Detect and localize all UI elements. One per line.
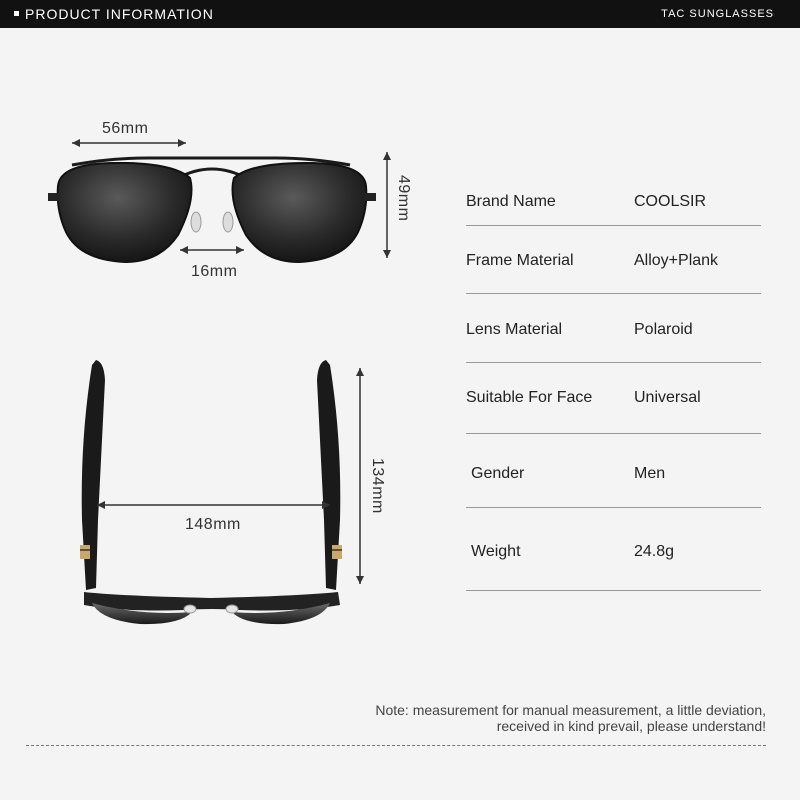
measurement-note bbox=[375, 702, 766, 734]
dashed-divider bbox=[26, 745, 766, 746]
note-line-1: Note: measurement for manual measurement, a little deviation, bbox=[375, 702, 766, 718]
spec-value: Universal bbox=[634, 389, 701, 406]
spec-row-lens-material bbox=[466, 321, 760, 341]
spec-row-face bbox=[466, 389, 760, 409]
spec-label: Lens Material bbox=[466, 321, 563, 338]
bridge-label: 16mm bbox=[191, 263, 238, 280]
spec-label: Suitable For Face bbox=[466, 389, 593, 406]
spec-row-gender bbox=[466, 465, 760, 485]
divider bbox=[466, 225, 761, 226]
frame-width-label: 148mm bbox=[185, 516, 241, 533]
divider bbox=[466, 590, 761, 591]
spec-row-brand bbox=[466, 193, 760, 213]
spec-row-frame-material bbox=[466, 252, 760, 272]
temple-length-arrow bbox=[356, 368, 364, 584]
temple-length-label: 134mm bbox=[369, 458, 386, 514]
spec-label: Brand Name bbox=[466, 193, 556, 210]
top-view-glasses bbox=[80, 360, 342, 624]
bridge-arrow bbox=[180, 246, 244, 254]
spec-row-weight bbox=[466, 543, 760, 563]
spec-value: 24.8g bbox=[634, 543, 675, 560]
lens-height-label: 49mm bbox=[395, 175, 412, 222]
lens-width-arrow bbox=[72, 139, 186, 147]
spec-label: Frame Material bbox=[466, 252, 574, 269]
lens-width-label: 56mm bbox=[102, 120, 149, 137]
lens-height-arrow bbox=[383, 152, 391, 258]
spec-value: Polaroid bbox=[634, 321, 693, 338]
divider bbox=[466, 507, 761, 508]
note-line-2: received in kind prevail, please understand! bbox=[496, 718, 766, 734]
divider bbox=[466, 362, 761, 363]
front-glasses bbox=[48, 158, 376, 262]
divider bbox=[466, 433, 761, 434]
spec-label: Gender bbox=[471, 465, 525, 482]
product-info-title: PRODUCT INFORMATION bbox=[25, 6, 214, 22]
spec-value: Men bbox=[634, 465, 666, 482]
spec-value: COOLSIR bbox=[634, 193, 707, 210]
frame-width-arrow bbox=[97, 501, 330, 509]
brand-tag: TAC SUNGLASSES bbox=[661, 8, 774, 20]
spec-label: Weight bbox=[471, 543, 521, 560]
spec-value: Alloy+Plank bbox=[634, 252, 719, 269]
divider bbox=[466, 293, 761, 294]
